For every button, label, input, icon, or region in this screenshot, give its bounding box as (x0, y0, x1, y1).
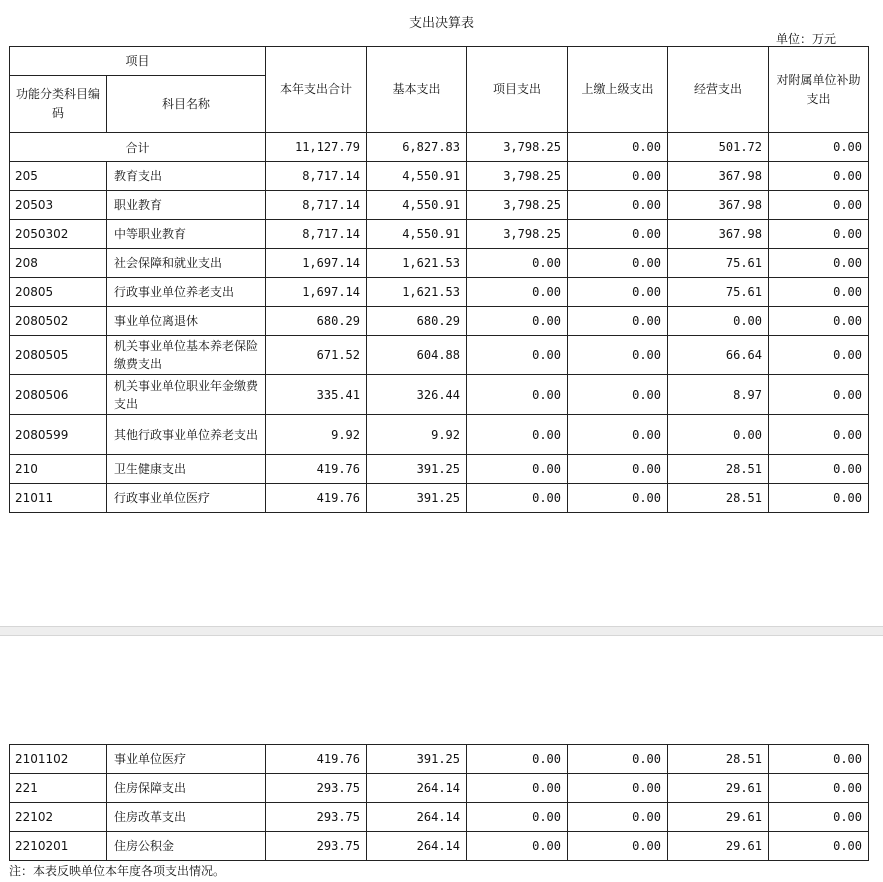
row-subsidy: 0.00 (769, 162, 869, 191)
row-subsidy: 0.00 (769, 191, 869, 220)
row-project: 0.00 (467, 278, 568, 307)
row-basic: 9.92 (367, 415, 467, 455)
row-name: 行政事业单位养老支出 (107, 278, 266, 307)
row-code: 2080599 (10, 415, 107, 455)
total-row (10, 133, 869, 162)
page-break (0, 626, 883, 636)
row-code: 20805 (10, 278, 107, 307)
expenditure-table-continued (9, 744, 869, 861)
row-total: 335.41 (266, 375, 367, 415)
total-cell-upper: 0.00 (568, 133, 668, 162)
row-code: 2080502 (10, 307, 107, 336)
row-subsidy: 0.00 (769, 803, 869, 832)
row-business: 0.00 (668, 307, 769, 336)
header-project: 项目支出 (467, 47, 568, 133)
row-code: 21011 (10, 484, 107, 513)
row-project: 3,798.25 (467, 191, 568, 220)
row-subsidy: 0.00 (769, 307, 869, 336)
row-basic: 391.25 (367, 484, 467, 513)
row-project: 0.00 (467, 484, 568, 513)
row-upper: 0.00 (568, 336, 668, 375)
table-row (10, 375, 869, 415)
header-subsidy: 对附属单位补助支出 (769, 47, 869, 133)
row-upper: 0.00 (568, 307, 668, 336)
header-basic: 基本支出 (367, 47, 467, 133)
total-cell-project: 3,798.25 (467, 133, 568, 162)
row-code: 221 (10, 774, 107, 803)
table-row (10, 832, 869, 861)
table-row (10, 307, 869, 336)
row-name: 职业教育 (107, 191, 266, 220)
row-basic: 264.14 (367, 832, 467, 861)
row-upper: 0.00 (568, 745, 668, 774)
row-business: 0.00 (668, 415, 769, 455)
row-basic: 4,550.91 (367, 162, 467, 191)
row-code: 2210201 (10, 832, 107, 861)
row-project: 3,798.25 (467, 162, 568, 191)
row-subsidy: 0.00 (769, 484, 869, 513)
table-row (10, 249, 869, 278)
row-subsidy: 0.00 (769, 336, 869, 375)
row-code: 20503 (10, 191, 107, 220)
row-upper: 0.00 (568, 832, 668, 861)
row-upper: 0.00 (568, 375, 668, 415)
row-code: 22102 (10, 803, 107, 832)
row-basic: 391.25 (367, 455, 467, 484)
row-basic: 4,550.91 (367, 191, 467, 220)
row-project: 3,798.25 (467, 220, 568, 249)
row-upper: 0.00 (568, 220, 668, 249)
table-note: 注：本表反映单位本年度各项支出情况。 (9, 864, 226, 878)
row-subsidy: 0.00 (769, 220, 869, 249)
table-row (10, 415, 869, 455)
row-upper: 0.00 (568, 191, 668, 220)
header-name: 科目名称 (107, 76, 266, 133)
header-code: 功能分类科目编码 (10, 76, 107, 133)
row-project: 0.00 (467, 336, 568, 375)
row-business: 367.98 (668, 220, 769, 249)
row-name: 社会保障和就业支出 (107, 249, 266, 278)
row-basic: 264.14 (367, 774, 467, 803)
row-code: 2080506 (10, 375, 107, 415)
row-total: 1,697.14 (266, 278, 367, 307)
row-upper: 0.00 (568, 249, 668, 278)
row-name: 住房保障支出 (107, 774, 266, 803)
row-subsidy: 0.00 (769, 455, 869, 484)
table-row (10, 803, 869, 832)
row-business: 367.98 (668, 162, 769, 191)
row-project: 0.00 (467, 307, 568, 336)
header-business: 经营支出 (668, 47, 769, 133)
page-title: 支出决算表 (408, 16, 474, 31)
table-row (10, 162, 869, 191)
table-row (10, 455, 869, 484)
table-row (10, 484, 869, 513)
table-row (10, 774, 869, 803)
row-total: 293.75 (266, 774, 367, 803)
row-business: 29.61 (668, 803, 769, 832)
table-row (10, 278, 869, 307)
total-cell-basic: 6,827.83 (367, 133, 467, 162)
row-business: 8.97 (668, 375, 769, 415)
row-upper: 0.00 (568, 484, 668, 513)
row-total: 419.76 (266, 455, 367, 484)
row-business: 66.64 (668, 336, 769, 375)
total-cell-total: 11,127.79 (266, 133, 367, 162)
row-total: 8,717.14 (266, 220, 367, 249)
row-code: 208 (10, 249, 107, 278)
row-name: 行政事业单位医疗 (107, 484, 266, 513)
row-business: 75.61 (668, 249, 769, 278)
row-project: 0.00 (467, 803, 568, 832)
row-name: 卫生健康支出 (107, 455, 266, 484)
row-project: 0.00 (467, 774, 568, 803)
row-basic: 326.44 (367, 375, 467, 415)
row-upper: 0.00 (568, 278, 668, 307)
row-business: 29.61 (668, 832, 769, 861)
row-name: 事业单位医疗 (107, 745, 266, 774)
row-basic: 264.14 (367, 803, 467, 832)
row-subsidy: 0.00 (769, 249, 869, 278)
row-project: 0.00 (467, 455, 568, 484)
row-business: 28.51 (668, 745, 769, 774)
row-name: 住房公积金 (107, 832, 266, 861)
row-upper: 0.00 (568, 162, 668, 191)
row-subsidy: 0.00 (769, 832, 869, 861)
row-name: 机关事业单位职业年金缴费支出 (107, 375, 266, 415)
row-name: 其他行政事业单位养老支出 (107, 415, 266, 455)
row-basic: 680.29 (367, 307, 467, 336)
row-code: 2080505 (10, 336, 107, 375)
row-project: 0.00 (467, 375, 568, 415)
row-code: 2050302 (10, 220, 107, 249)
total-cell-subsidy: 0.00 (769, 133, 869, 162)
total-label: 合计 (10, 133, 266, 162)
row-upper: 0.00 (568, 803, 668, 832)
row-project: 0.00 (467, 249, 568, 278)
row-name: 中等职业教育 (107, 220, 266, 249)
row-total: 8,717.14 (266, 162, 367, 191)
row-code: 210 (10, 455, 107, 484)
total-cell-business: 501.72 (668, 133, 769, 162)
row-subsidy: 0.00 (769, 745, 869, 774)
row-total: 8,717.14 (266, 191, 367, 220)
row-name: 事业单位离退休 (107, 307, 266, 336)
unit-label: 单位：万元 (776, 32, 837, 46)
row-upper: 0.00 (568, 455, 668, 484)
table-row (10, 220, 869, 249)
row-total: 293.75 (266, 803, 367, 832)
row-subsidy: 0.00 (769, 774, 869, 803)
row-subsidy: 0.00 (769, 415, 869, 455)
table-row (10, 191, 869, 220)
row-upper: 0.00 (568, 415, 668, 455)
row-total: 9.92 (266, 415, 367, 455)
row-basic: 4,550.91 (367, 220, 467, 249)
row-subsidy: 0.00 (769, 278, 869, 307)
row-name: 机关事业单位基本养老保险缴费支出 (107, 336, 266, 375)
row-project: 0.00 (467, 832, 568, 861)
expenditure-table (9, 46, 869, 513)
header-item: 项目 (10, 47, 266, 76)
row-name: 住房改革支出 (107, 803, 266, 832)
row-total: 419.76 (266, 484, 367, 513)
row-project: 0.00 (467, 745, 568, 774)
row-total: 293.75 (266, 832, 367, 861)
row-project: 0.00 (467, 415, 568, 455)
row-total: 1,697.14 (266, 249, 367, 278)
table-row (10, 745, 869, 774)
row-basic: 1,621.53 (367, 249, 467, 278)
row-business: 28.51 (668, 455, 769, 484)
row-basic: 604.88 (367, 336, 467, 375)
row-upper: 0.00 (568, 774, 668, 803)
row-business: 29.61 (668, 774, 769, 803)
row-name: 教育支出 (107, 162, 266, 191)
row-total: 671.52 (266, 336, 367, 375)
row-code: 2101102 (10, 745, 107, 774)
header-upper: 上缴上级支出 (568, 47, 668, 133)
row-basic: 391.25 (367, 745, 467, 774)
row-basic: 1,621.53 (367, 278, 467, 307)
row-total: 680.29 (266, 307, 367, 336)
table-row (10, 336, 869, 375)
row-subsidy: 0.00 (769, 375, 869, 415)
row-code: 205 (10, 162, 107, 191)
row-business: 75.61 (668, 278, 769, 307)
row-business: 367.98 (668, 191, 769, 220)
row-business: 28.51 (668, 484, 769, 513)
row-total: 419.76 (266, 745, 367, 774)
header-total: 本年支出合计 (266, 47, 367, 133)
